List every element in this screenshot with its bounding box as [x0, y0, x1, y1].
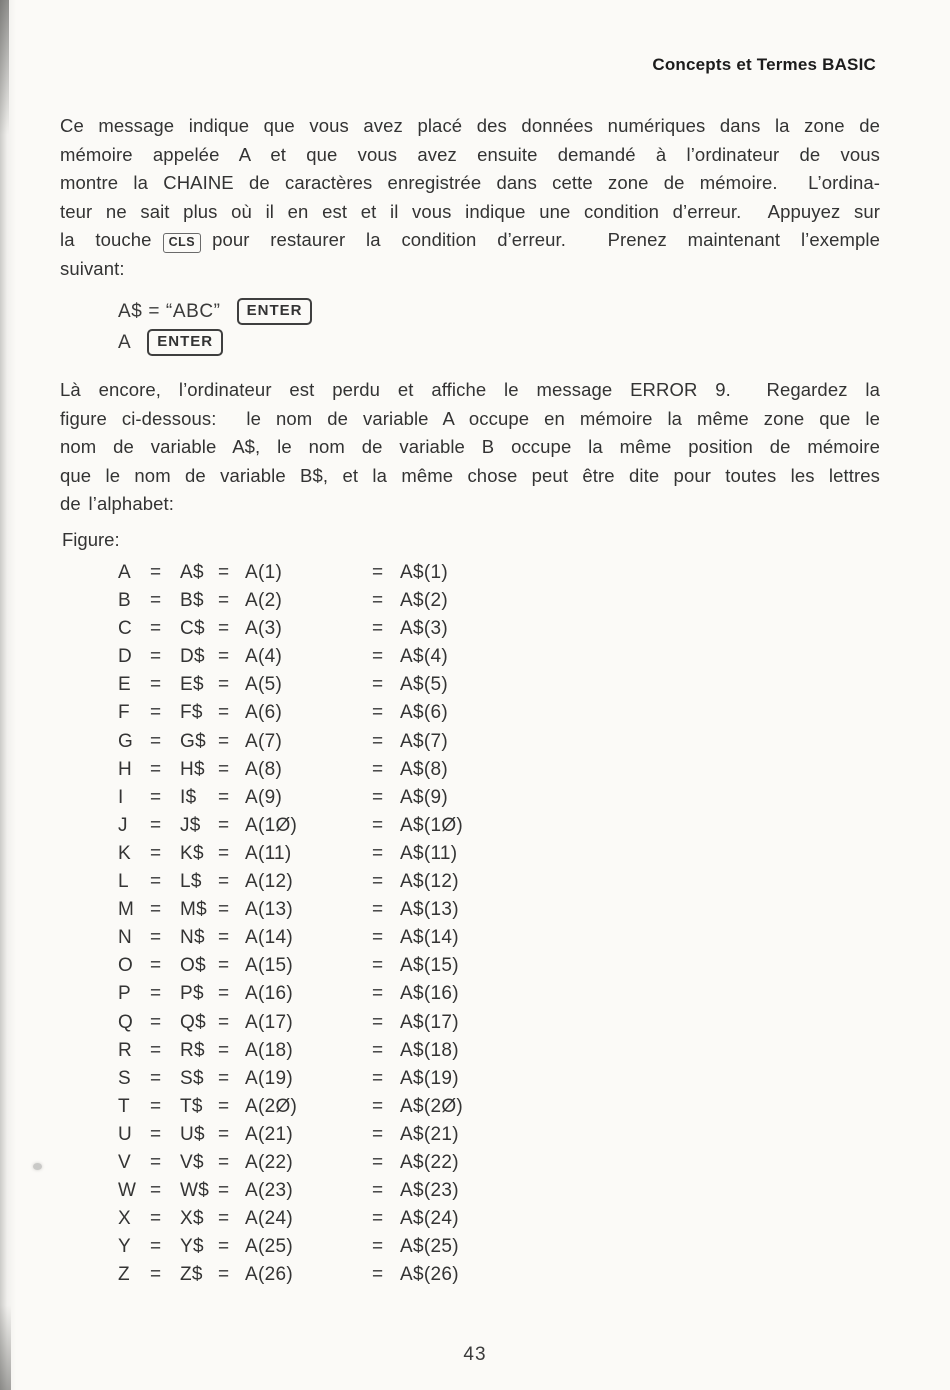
equals-sign: =: [218, 871, 230, 893]
figure-cell-letter: B: [118, 590, 131, 612]
equals-sign: =: [372, 1095, 384, 1117]
equals-sign: =: [218, 1067, 230, 1089]
figure-row: [118, 643, 463, 671]
figure-row: [118, 1009, 463, 1037]
equals-sign: =: [218, 590, 230, 612]
equals-sign: =: [150, 1208, 162, 1230]
figure-row: [118, 728, 463, 756]
figure-row: [118, 1149, 463, 1177]
figure-cell-string-var: R$: [180, 1039, 205, 1061]
enter-key: ENTER: [237, 298, 313, 325]
equals-sign: =: [150, 786, 162, 808]
equals-sign: =: [372, 1236, 384, 1258]
figure-cell-array-var: A(25): [245, 1236, 293, 1258]
text-line: que le nom de variable B$, et la même chose peut être dite pour toutes les lettres: [60, 464, 880, 486]
equals-sign: =: [372, 590, 384, 612]
code-line: [118, 296, 312, 327]
equals-sign: =: [150, 1264, 162, 1286]
variable-equivalence-table: [118, 559, 463, 1289]
cls-key: CLS: [163, 233, 202, 253]
figure-row: [118, 1205, 463, 1233]
figure-cell-string-var: F$: [180, 702, 203, 724]
figure-row: [118, 1177, 463, 1205]
equals-sign: =: [150, 702, 162, 724]
figure-cell-string-array-var: A$(2Ø): [400, 1095, 464, 1117]
equals-sign: =: [150, 927, 162, 949]
equals-sign: =: [372, 646, 384, 668]
equals-sign: =: [372, 1180, 384, 1202]
figure-cell-string-var: Y$: [180, 1236, 204, 1258]
equals-sign: =: [150, 1123, 162, 1145]
equals-sign: =: [218, 842, 230, 864]
figure-row: [118, 784, 463, 812]
figure-cell-array-var: A(11): [245, 842, 292, 864]
figure-cell-array-var: A(13): [245, 899, 293, 921]
figure-cell-letter: D: [118, 646, 133, 668]
figure-cell-string-array-var: A$(11): [400, 842, 458, 864]
text-segment: la touche: [60, 229, 152, 251]
figure-cell-string-var: M$: [180, 899, 207, 921]
figure-cell-letter: X: [118, 1208, 131, 1230]
equals-sign: =: [218, 1095, 230, 1117]
equals-sign: =: [372, 786, 384, 808]
figure-row: [118, 1065, 463, 1093]
text-segment: pour restaurer la condition d’erreur. Prenez maintenant l’exemple: [212, 229, 880, 251]
text-line: teur ne sait plus où il en est et il vous indique une condition d’erreur. Appuyez sur: [60, 200, 880, 222]
equals-sign: =: [150, 871, 162, 893]
equals-sign: =: [150, 590, 162, 612]
equals-sign: =: [150, 1067, 162, 1089]
figure-cell-string-var: L$: [180, 871, 202, 893]
figure-cell-string-array-var: A$(3): [400, 618, 448, 640]
figure-cell-string-array-var: A$(6): [400, 702, 448, 724]
figure-cell-string-var: I$: [180, 786, 197, 808]
figure-cell-letter: C: [118, 618, 133, 640]
figure-cell-array-var: A(1Ø): [245, 814, 298, 836]
figure-cell-string-array-var: A$(9): [400, 786, 448, 808]
figure-row: [118, 587, 463, 615]
figure-cell-string-array-var: A$(8): [400, 758, 448, 780]
page-left-edge-shadow: [0, 0, 16, 1390]
figure-cell-string-array-var: A$(1): [400, 562, 448, 583]
text-line: Ce message indique que vous avez placé des données numériques dans la zone de: [60, 115, 880, 136]
text-line: Là encore, l’ordinateur est perdu et affiche le message ERROR 9. Regardez la: [60, 379, 880, 400]
figure-cell-letter: O: [118, 955, 134, 977]
figure-cell-array-var: A(21): [245, 1123, 293, 1145]
figure-cell-string-array-var: A$(5): [400, 674, 448, 696]
equals-sign: =: [372, 899, 384, 921]
equals-sign: =: [218, 562, 230, 583]
equals-sign: =: [372, 1039, 384, 1061]
figure-cell-letter: H: [118, 758, 133, 780]
paragraph-figure-explanation: [60, 376, 880, 519]
figure-row: [118, 980, 463, 1008]
equals-sign: =: [218, 1264, 230, 1286]
figure-cell-array-var: A(22): [245, 1151, 293, 1173]
figure-row: [118, 1261, 463, 1289]
figure-cell-string-var: X$: [180, 1208, 204, 1230]
equals-sign: =: [218, 899, 230, 921]
figure-cell-letter: M: [118, 899, 135, 921]
figure-cell-array-var: A(2Ø): [245, 1095, 298, 1117]
equals-sign: =: [218, 786, 230, 808]
figure-row: [118, 1093, 463, 1121]
equals-sign: =: [218, 927, 230, 949]
figure-cell-array-var: A(3): [245, 618, 283, 640]
equals-sign: =: [372, 842, 384, 864]
figure-row: [118, 559, 463, 587]
equals-sign: =: [218, 1039, 230, 1061]
figure-cell-string-var: H$: [180, 758, 205, 780]
figure-cell-string-array-var: A$(12): [400, 871, 459, 893]
text-line: figure ci-dessous: le nom de variable A occupe en mémoire la même zone que le: [60, 407, 880, 429]
figure-cell-array-var: A(18): [245, 1039, 293, 1061]
figure-cell-array-var: A(7): [245, 730, 283, 752]
figure-label: Figure:: [62, 529, 120, 550]
equals-sign: =: [218, 814, 230, 836]
equals-sign: =: [372, 983, 384, 1005]
equals-sign: =: [150, 1039, 162, 1061]
equals-sign: =: [150, 899, 162, 921]
equals-sign: =: [372, 814, 384, 836]
figure-cell-string-array-var: A$(24): [400, 1208, 459, 1230]
figure-cell-letter: V: [118, 1151, 131, 1173]
figure-row: [118, 812, 463, 840]
figure-cell-string-array-var: A$(23): [400, 1180, 459, 1202]
equals-sign: =: [150, 955, 162, 977]
equals-sign: =: [218, 983, 230, 1005]
figure-cell-array-var: A(17): [245, 1011, 293, 1033]
figure-row: [118, 868, 463, 896]
code-text: A$ = “ABC”: [118, 300, 221, 322]
equals-sign: =: [372, 1264, 384, 1286]
figure-cell-string-var: J$: [180, 814, 201, 836]
figure-cell-letter: Q: [118, 1011, 134, 1033]
figure-cell-array-var: A(1): [245, 562, 283, 583]
figure-cell-string-array-var: A$(17): [400, 1011, 459, 1033]
equals-sign: =: [218, 1011, 230, 1033]
figure-cell-array-var: A(23): [245, 1180, 293, 1202]
figure-cell-string-var: W$: [180, 1180, 210, 1202]
figure-cell-string-array-var: A$(25): [400, 1236, 459, 1258]
code-text: A: [118, 331, 132, 353]
equals-sign: =: [372, 1151, 384, 1173]
equals-sign: =: [150, 618, 162, 640]
equals-sign: =: [218, 618, 230, 640]
figure-row: [118, 924, 463, 952]
figure-row: [118, 896, 463, 924]
equals-sign: =: [218, 1180, 230, 1202]
equals-sign: =: [150, 983, 162, 1005]
figure-cell-string-array-var: A$(19): [400, 1067, 459, 1089]
figure-cell-string-var: V$: [180, 1151, 204, 1173]
text-line: de l’alphabet:: [60, 493, 174, 515]
figure-cell-string-var: E$: [180, 674, 204, 696]
equals-sign: =: [218, 1208, 230, 1230]
figure-cell-letter: R: [118, 1039, 133, 1061]
figure-cell-letter: N: [118, 927, 133, 949]
figure-cell-letter: Y: [118, 1236, 131, 1258]
equals-sign: =: [218, 702, 230, 724]
figure-row: [118, 699, 463, 727]
equals-sign: =: [372, 674, 384, 696]
text-line: nom de variable A$, le nom de variable B occupe la même position de mémoire: [60, 436, 880, 458]
figure-cell-string-var: O$: [180, 955, 206, 977]
figure-cell-string-var: Q$: [180, 1011, 206, 1033]
figure-cell-letter: T: [118, 1095, 130, 1117]
figure-cell-letter: P: [118, 983, 131, 1005]
paragraph-error-explanation: [60, 112, 880, 284]
equals-sign: =: [150, 1236, 162, 1258]
figure-cell-string-var: S$: [180, 1067, 204, 1089]
figure-row: [118, 671, 463, 699]
equals-sign: =: [150, 674, 162, 696]
figure-row: [118, 1233, 463, 1261]
figure-cell-letter: W: [118, 1180, 137, 1202]
figure-cell-string-array-var: A$(21): [400, 1123, 459, 1145]
scan-smudge-mark: [33, 1163, 42, 1170]
equals-sign: =: [218, 646, 230, 668]
equals-sign: =: [372, 562, 384, 583]
scan-corner-shadow-top: [0, 0, 9, 135]
figure-row: [118, 952, 463, 980]
figure-cell-string-array-var: A$(26): [400, 1264, 459, 1286]
equals-sign: =: [372, 1123, 384, 1145]
figure-row: [118, 840, 463, 868]
equals-sign: =: [372, 927, 384, 949]
equals-sign: =: [372, 1067, 384, 1089]
figure-cell-array-var: A(5): [245, 674, 283, 696]
equals-sign: =: [218, 758, 230, 780]
figure-cell-string-array-var: A$(22): [400, 1151, 459, 1173]
figure-cell-string-array-var: A$(7): [400, 730, 448, 752]
code-example: [118, 296, 312, 358]
equals-sign: =: [150, 1095, 162, 1117]
figure-cell-string-array-var: A$(1Ø): [400, 814, 464, 836]
figure-cell-letter: I: [118, 786, 124, 808]
equals-sign: =: [372, 618, 384, 640]
figure-cell-array-var: A(24): [245, 1208, 293, 1230]
figure-cell-letter: U: [118, 1123, 133, 1145]
equals-sign: =: [218, 674, 230, 696]
figure-cell-array-var: A(2): [245, 590, 283, 612]
equals-sign: =: [372, 1208, 384, 1230]
text-line: [60, 226, 880, 255]
figure-cell-string-var: U$: [180, 1123, 205, 1145]
figure-cell-letter: J: [118, 814, 128, 836]
figure-cell-array-var: A(8): [245, 758, 283, 780]
figure-cell-string-array-var: A$(15): [400, 955, 459, 977]
equals-sign: =: [150, 730, 162, 752]
code-line: [118, 327, 312, 358]
page-number: 43: [463, 1344, 487, 1365]
figure-cell-string-array-var: A$(18): [400, 1039, 459, 1061]
equals-sign: =: [150, 646, 162, 668]
equals-sign: =: [150, 1151, 162, 1173]
figure-cell-array-var: A(16): [245, 983, 293, 1005]
figure-cell-array-var: A(9): [245, 786, 283, 808]
figure-cell-array-var: A(19): [245, 1067, 293, 1089]
figure-cell-string-array-var: A$(4): [400, 646, 448, 668]
figure-cell-letter: G: [118, 730, 134, 752]
figure-cell-string-var: A$: [180, 562, 204, 583]
figure-cell-string-array-var: A$(16): [400, 983, 459, 1005]
figure-cell-string-array-var: A$(14): [400, 927, 459, 949]
equals-sign: =: [150, 1180, 162, 1202]
equals-sign: =: [372, 730, 384, 752]
equals-sign: =: [218, 730, 230, 752]
equals-sign: =: [218, 1236, 230, 1258]
equals-sign: =: [372, 758, 384, 780]
equals-sign: =: [372, 871, 384, 893]
figure-cell-string-array-var: A$(2): [400, 590, 448, 612]
figure-cell-string-var: D$: [180, 646, 205, 668]
equals-sign: =: [372, 1011, 384, 1033]
equals-sign: =: [372, 955, 384, 977]
equals-sign: =: [372, 702, 384, 724]
figure-cell-letter: A: [118, 562, 131, 583]
equals-sign: =: [150, 814, 162, 836]
figure-row: [118, 615, 463, 643]
figure-cell-array-var: A(6): [245, 702, 283, 724]
figure-cell-string-var: G$: [180, 730, 206, 752]
equals-sign: =: [150, 562, 162, 583]
figure-cell-string-var: K$: [180, 842, 204, 864]
equals-sign: =: [150, 1011, 162, 1033]
text-line: montre la CHAINE de caractères enregistrée dans cette zone de mémoire. L’ordina-: [60, 172, 880, 194]
equals-sign: =: [218, 955, 230, 977]
figure-cell-letter: L: [118, 871, 129, 893]
figure-cell-string-var: N$: [180, 927, 205, 949]
text-line: mémoire appelée A et que vous avez ensuite demandé à l’ordinateur de vous: [60, 143, 880, 165]
figure-cell-string-var: P$: [180, 983, 204, 1005]
figure-cell-letter: F: [118, 702, 130, 724]
figure-cell-string-var: C$: [180, 618, 205, 640]
figure-cell-string-var: B$: [180, 590, 204, 612]
figure-cell-letter: K: [118, 842, 131, 864]
figure-cell-string-var: T$: [180, 1095, 203, 1117]
figure-cell-array-var: A(12): [245, 871, 293, 893]
running-header: Concepts et Termes BASIC: [652, 55, 876, 74]
figure-cell-array-var: A(14): [245, 927, 293, 949]
equals-sign: =: [218, 1151, 230, 1173]
figure-cell-array-var: A(26): [245, 1264, 293, 1286]
figure-cell-string-array-var: A$(13): [400, 899, 459, 921]
equals-sign: =: [218, 1123, 230, 1145]
equals-sign: =: [150, 758, 162, 780]
figure-cell-letter: S: [118, 1067, 131, 1089]
figure-row: [118, 756, 463, 784]
figure-cell-array-var: A(4): [245, 646, 283, 668]
enter-key: ENTER: [147, 329, 223, 356]
equals-sign: =: [150, 842, 162, 864]
figure-cell-letter: E: [118, 674, 131, 696]
figure-cell-letter: Z: [118, 1264, 130, 1286]
text-line: suivant:: [60, 257, 125, 279]
figure-cell-array-var: A(15): [245, 955, 293, 977]
figure-row: [118, 1121, 463, 1149]
figure-cell-string-var: Z$: [180, 1264, 203, 1286]
figure-row: [118, 1037, 463, 1065]
